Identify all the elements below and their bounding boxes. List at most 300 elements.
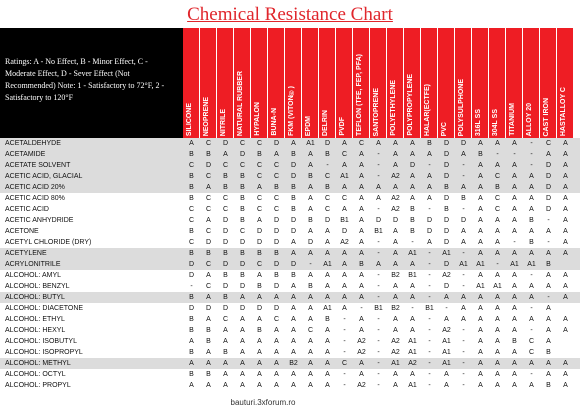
rating-cell: A (325, 239, 330, 246)
rating-cell: A (478, 382, 483, 389)
rating-cell: A (546, 305, 551, 312)
rating-cell: A (393, 184, 398, 191)
chemical-name: ALCOHOL: METHYL (5, 360, 71, 367)
rating-cell: A (495, 228, 500, 235)
rating-cell: B (444, 206, 449, 213)
rating-cell: B (189, 250, 194, 257)
rating-cell: A (240, 327, 245, 334)
rating-cell: A (308, 338, 313, 345)
rating-cell: A (342, 250, 347, 257)
rating-cell: A (410, 371, 415, 378)
material-header (217, 28, 234, 138)
rating-cell: A (478, 305, 483, 312)
rating-cell: A (512, 294, 517, 301)
rating-cell: B2 (391, 272, 400, 279)
rating-cell: A (308, 349, 313, 356)
rating-cell: B (274, 184, 279, 191)
rating-cell: A (427, 173, 432, 180)
rating-cell: A (359, 195, 364, 202)
material-header-label: NEOPRENE (203, 96, 210, 136)
rating-cell: - (547, 217, 550, 224)
rating-cell: A (257, 360, 262, 367)
rating-cell: A (257, 184, 262, 191)
rating-cell: A (478, 195, 483, 202)
rating-cell: B (359, 261, 364, 268)
chemical-name: ALCOHOL: ISOBUTYL (5, 338, 77, 345)
rating-cell: A1 (493, 283, 502, 290)
table-row (0, 303, 580, 314)
rating-cell: A (291, 283, 296, 290)
rating-cell: C (528, 338, 535, 345)
rating-cell: - (190, 283, 193, 290)
rating-cell: B (308, 283, 313, 290)
material-header (489, 28, 506, 138)
material-header (200, 28, 217, 138)
rating-cell: A (546, 338, 551, 345)
rating-cell: C (205, 228, 212, 235)
rating-cell: A2 (357, 349, 366, 356)
material-header-label: BUNA-N (271, 108, 278, 136)
rating-cell: A (563, 316, 568, 323)
rating-cell: A (393, 382, 398, 389)
rating-cell: A (342, 261, 347, 268)
rating-cell: C (256, 261, 263, 268)
rating-cell: C (256, 195, 263, 202)
rating-cell: A (546, 272, 551, 279)
rating-cell: - (428, 283, 431, 290)
rating-cell: A (410, 140, 415, 147)
rating-cell: A (461, 239, 466, 246)
rating-cell: A (359, 206, 364, 213)
rating-cell: D (443, 140, 450, 147)
rating-cell: A (325, 283, 330, 290)
material-header-label: SILICONE (186, 102, 193, 136)
material-header (387, 28, 404, 138)
rating-cell: D (273, 261, 280, 268)
rating-cell: A (308, 371, 313, 378)
rating-cell: A (461, 316, 466, 323)
rating-cell: D (290, 173, 297, 180)
rating-cell: D (222, 239, 229, 246)
rating-cell: A1 (476, 283, 485, 290)
rating-cell: D (409, 162, 416, 169)
rating-cell: - (377, 294, 380, 301)
rating-cell: A (563, 217, 568, 224)
rating-cell: A (495, 272, 500, 279)
rating-cell: A (478, 228, 483, 235)
rating-cell: - (377, 162, 380, 169)
rating-cell: A (223, 382, 228, 389)
rating-cell: - (326, 162, 329, 169)
rating-cell: A1 (391, 360, 400, 367)
rating-cell: B (240, 272, 245, 279)
rating-cell: A (512, 162, 517, 169)
rating-cell: - (377, 360, 380, 367)
rating-cell: A (342, 206, 347, 213)
rating-cell: A1 (527, 261, 536, 268)
rating-cell: A (444, 382, 449, 389)
rating-cell: - (428, 338, 431, 345)
rating-cell: A (223, 327, 228, 334)
rating-cell: A (563, 250, 568, 257)
rating-cell: D (443, 173, 450, 180)
material-header-label: NATURAL RUBBER (237, 70, 244, 136)
rating-cell: D (545, 206, 552, 213)
rating-cell: - (428, 162, 431, 169)
rating-cell: D (545, 173, 552, 180)
material-header (472, 28, 489, 138)
rating-cell: B (189, 195, 194, 202)
rating-cell: C (324, 206, 331, 213)
rating-cell: A (410, 327, 415, 334)
rating-cell: A (308, 316, 313, 323)
rating-cell: A (563, 239, 568, 246)
rating-cell: B (189, 294, 194, 301)
rating-cell: A (427, 195, 432, 202)
rating-cell: D (222, 217, 229, 224)
rating-cell: A (529, 294, 534, 301)
rating-cell: A (325, 382, 330, 389)
rating-cell: A (478, 294, 483, 301)
rating-cell: D (205, 305, 212, 312)
rating-cell: - (343, 382, 346, 389)
rating-cell: A (189, 360, 194, 367)
material-header (302, 28, 319, 138)
rating-cell: - (428, 349, 431, 356)
rating-cell: A (342, 184, 347, 191)
rating-cell: B1 (408, 272, 417, 279)
rating-cell: - (530, 162, 533, 169)
rating-cell: D (443, 228, 450, 235)
rating-cell: A1 (442, 349, 451, 356)
rating-cell: A (240, 371, 245, 378)
rating-cell: C (222, 316, 229, 323)
rating-cell: A (495, 327, 500, 334)
material-header (506, 28, 523, 138)
rating-cell: B (495, 184, 500, 191)
table-row (0, 215, 580, 226)
rating-cell: B (189, 316, 194, 323)
rating-cell: B1 (425, 305, 434, 312)
rating-cell: C (324, 173, 331, 180)
rating-cell: C (205, 195, 212, 202)
rating-cell: A (359, 228, 364, 235)
rating-cell: - (462, 206, 465, 213)
rating-cell: - (530, 327, 533, 334)
rating-cell: A (546, 151, 551, 158)
rating-cell: A (461, 305, 466, 312)
material-header-label: TITANIUM (509, 103, 516, 136)
rating-cell: - (496, 151, 499, 158)
material-header-label: NITRILE (220, 108, 227, 136)
rating-cell: A (512, 382, 517, 389)
rating-cell: A (495, 382, 500, 389)
rating-cell: A (240, 349, 245, 356)
rating-cell: A (274, 360, 279, 367)
rating-cell: B (308, 173, 313, 180)
rating-cell: A (478, 360, 483, 367)
material-header (268, 28, 285, 138)
rating-cell: A (291, 338, 296, 345)
rating-cell: A1 (408, 382, 417, 389)
chemical-name: ACETIC ACID (5, 206, 49, 213)
rating-cell: A (512, 371, 517, 378)
rating-cell: - (428, 327, 431, 334)
material-header-label: PVDF (339, 117, 346, 136)
rating-cell: A1 (408, 349, 417, 356)
rating-cell: A (563, 206, 568, 213)
rating-cell: - (377, 283, 380, 290)
rating-cell: C (273, 206, 280, 213)
rating-cell: - (360, 305, 363, 312)
rating-cell: - (428, 294, 431, 301)
material-header-label: TEFLON (TFE, FEP, PFA) (356, 54, 363, 136)
rating-cell: A (223, 151, 228, 158)
rating-cell: A2 (391, 206, 400, 213)
rating-cell: A (308, 250, 313, 257)
rating-cell: A2 (442, 272, 451, 279)
rating-cell: A (512, 316, 517, 323)
rating-cell: A (495, 360, 500, 367)
table-row (0, 281, 580, 292)
rating-cell: A (274, 151, 279, 158)
rating-cell: B (546, 382, 551, 389)
rating-cell: B (223, 272, 228, 279)
rating-cell: A1 (408, 338, 417, 345)
rating-cell: C (494, 195, 501, 202)
rating-cell: A (308, 294, 313, 301)
rating-cell: A (495, 305, 500, 312)
rating-cell: A (291, 250, 296, 257)
rating-cell: - (343, 371, 346, 378)
rating-cell: A (359, 371, 364, 378)
rating-cell: - (343, 316, 346, 323)
material-header-label: CAST IRON (543, 97, 550, 136)
rating-cell: - (343, 349, 346, 356)
rating-cell: A (393, 316, 398, 323)
rating-cell: D (205, 162, 212, 169)
rating-cell: A (291, 327, 296, 334)
rating-cell: D (239, 151, 246, 158)
rating-cell: B (189, 371, 194, 378)
rating-cell: A (563, 140, 568, 147)
rating-cell: A (240, 316, 245, 323)
rating-cell: A (529, 360, 534, 367)
rating-cell: A (206, 382, 211, 389)
rating-cell: A (342, 305, 347, 312)
rating-cell: A (410, 261, 415, 268)
rating-cell: D (222, 140, 229, 147)
rating-cell: A (512, 360, 517, 367)
rating-cell: A (410, 316, 415, 323)
rating-cell: A (206, 272, 211, 279)
rating-cell: A (257, 217, 262, 224)
rating-cell: - (462, 327, 465, 334)
rating-cell: A (189, 382, 194, 389)
material-header (319, 28, 336, 138)
rating-cell: D (239, 305, 246, 312)
chemical-name: ALCOHOL: ISOPROPYL (5, 349, 83, 356)
rating-cell: A (563, 151, 568, 158)
rating-cell: B (444, 184, 449, 191)
rating-cell: A2 (408, 360, 417, 367)
rating-cell: A (427, 239, 432, 246)
rating-cell: A (410, 184, 415, 191)
rating-cell: A (478, 173, 483, 180)
rating-cell: B (189, 151, 194, 158)
rating-cell: - (377, 272, 380, 279)
rating-cell: A (495, 239, 500, 246)
rating-cell: - (428, 250, 431, 257)
rating-cell: D (307, 239, 314, 246)
rating-cell: - (428, 272, 431, 279)
rating-cell: - (462, 283, 465, 290)
rating-cell: C (188, 162, 195, 169)
rating-cell: D (545, 195, 552, 202)
rating-cell: A (410, 195, 415, 202)
rating-cell: A (359, 360, 364, 367)
rating-cell: D (290, 261, 297, 268)
rating-cell: B (240, 195, 245, 202)
rating-cell: C (188, 239, 195, 246)
rating-cell: A (478, 184, 483, 191)
rating-cell: A (563, 283, 568, 290)
rating-cell: - (377, 173, 380, 180)
rating-cell: A (512, 140, 517, 147)
rating-cell: A (393, 250, 398, 257)
rating-cell: A1 (442, 338, 451, 345)
rating-cell: A (257, 382, 262, 389)
rating-cell: A (529, 250, 534, 257)
rating-cell: A (359, 239, 364, 246)
rating-cell: A (291, 382, 296, 389)
rating-cell: A (325, 250, 330, 257)
rating-cell: B (478, 151, 483, 158)
rating-cell: B (257, 151, 262, 158)
rating-cell: A (223, 360, 228, 367)
rating-cell: D (273, 228, 280, 235)
material-header (523, 28, 540, 138)
rating-cell: D (545, 184, 552, 191)
rating-cell: B (291, 151, 296, 158)
rating-cell: - (377, 250, 380, 257)
material-header (404, 28, 421, 138)
rating-cell: A (342, 283, 347, 290)
table-row (0, 292, 580, 303)
rating-cell: A (223, 371, 228, 378)
rating-cell: A (563, 327, 568, 334)
rating-cell: A (478, 250, 483, 257)
rating-cell: D (426, 217, 433, 224)
rating-cell: A (478, 371, 483, 378)
rating-cell: A (291, 294, 296, 301)
rating-cell: C (273, 173, 280, 180)
rating-cell: A (512, 250, 517, 257)
rating-cell: A (257, 371, 262, 378)
rating-cell: A (529, 283, 534, 290)
rating-cell: C (188, 217, 195, 224)
rating-cell: B (546, 261, 551, 268)
rating-cell: A1 (323, 261, 332, 268)
rating-cell: A (342, 294, 347, 301)
rating-cell: D (273, 239, 280, 246)
rating-cell: C (273, 316, 280, 323)
rating-cell: A (308, 162, 313, 169)
table-row (0, 160, 580, 171)
rating-cell: A (563, 162, 568, 169)
rating-cell: A (563, 360, 568, 367)
chemical-name: ALCOHOL: PROPYL (5, 382, 71, 389)
material-header (336, 28, 353, 138)
rating-cell: A (546, 360, 551, 367)
table-row (0, 182, 580, 193)
rating-cell: B (529, 239, 534, 246)
rating-cell: A (563, 382, 568, 389)
chemical-name: ALCOHOL: BENZYL (5, 283, 70, 290)
rating-cell: A (359, 294, 364, 301)
rating-cell: A (291, 371, 296, 378)
table-row (0, 358, 580, 369)
rating-cell: - (377, 206, 380, 213)
rating-cell: A (444, 371, 449, 378)
rating-cell: - (377, 382, 380, 389)
rating-cell: B (410, 217, 415, 224)
rating-cell: - (462, 162, 465, 169)
rating-cell: - (513, 239, 516, 246)
rating-cell: D (545, 162, 552, 169)
rating-cell: - (411, 305, 414, 312)
rating-cell: D (239, 283, 246, 290)
rating-cell: A (495, 250, 500, 257)
table-row (0, 138, 580, 149)
rating-cell: A (274, 382, 279, 389)
rating-cell: - (547, 239, 550, 246)
rating-cell: D (188, 261, 195, 268)
rating-cell: - (428, 360, 431, 367)
rating-cell: A (376, 140, 381, 147)
rating-cell: A (359, 283, 364, 290)
rating-cell: B (240, 206, 245, 213)
rating-cell: B (291, 272, 296, 279)
rating-cell: B (529, 217, 534, 224)
material-header (557, 28, 574, 138)
rating-cell: A (529, 184, 534, 191)
rating-cell: C (273, 195, 280, 202)
rating-cell: A (563, 371, 568, 378)
table-row (0, 347, 580, 358)
rating-cell: A2 (391, 195, 400, 202)
table-row (0, 193, 580, 204)
rating-cell: A (325, 349, 330, 356)
material-header (370, 28, 387, 138)
material-header-label: POLYETHYLENE (390, 80, 397, 136)
rating-cell: A (478, 162, 483, 169)
rating-cell: A (393, 294, 398, 301)
rating-cell: D (290, 217, 297, 224)
rating-cell: A (478, 206, 483, 213)
rating-cell: A2 (340, 239, 349, 246)
material-header (540, 28, 557, 138)
rating-cell: - (530, 140, 533, 147)
rating-cell: A (376, 195, 381, 202)
rating-cell: D (375, 217, 382, 224)
rating-cell: A (512, 206, 517, 213)
rating-cell: - (377, 316, 380, 323)
material-header-label: HYPALON (254, 102, 261, 136)
rating-cell: A (325, 294, 330, 301)
rating-cell: B (291, 184, 296, 191)
rating-cell: B (240, 184, 245, 191)
